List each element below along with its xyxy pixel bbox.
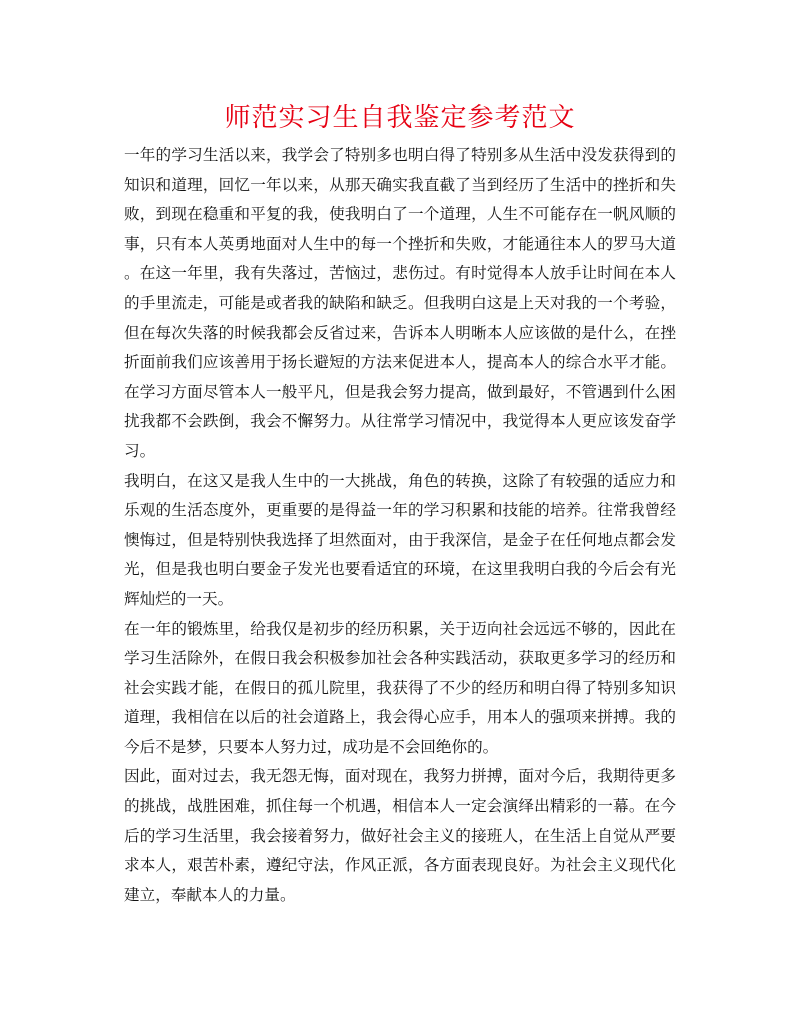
paragraph-1: 一年的学习生活以来，我学会了特别多也明白得了特别多从生活中没发获得到的知识和道理，回忆一年以来，从那天确实我直截了当到经历了生活中的挫折和失败，到现在稳重和平复的我，使我明白了一个道理，人生不可能存在一帆风顺的事，只有本人英勇地面对人生中的每一个挫折和失败，才能通往本人的罗马大道。在这一年里，我有失落过，苦恼过，悲伤过。有时觉得本人放手让时间在本人的手里流走，可能是或者我的缺陷和缺乏。但我明白这是上天对我的一个考验，但在每次失落的时候我都会反省过来，告诉本人明晰本人应该做的是什么，在挫折面前我们应该善用于扬长避短的方法来促进本人，提高本人的综合水平才能。在学习方面尽管本人一般平凡，但是我会努力提高，做到最好，不管遇到什么困扰我都不会跌倒，我会不懈努力。从往常学习情况中，我觉得本人更应该发奋学习。 [124,146,676,460]
document-body [124,141,676,910]
paragraph-2: 我明白，在这又是我人生中的一大挑战，角色的转换，这除了有较强的适应力和乐观的生活态度外，更重要的是得益一年的学习积累和技能的培养。往常我曾经懊悔过，但是特别快我选择了坦然面对，由于我深信，是金子在任何地点都会发光，但是我也明白要金子发光也要看适宜的环境，在这里我明白我的今后会有光辉灿烂的一天。 [124,471,676,608]
paragraph-3: 在一年的锻炼里，给我仅是初步的经历积累，关于迈向社会远远不够的，因此在学习生活除外，在假日我会积极参加社会各种实践活动，获取更多学习的经历和社会实践才能，在假日的孤儿院里，我获得了不少的经历和明白得了特别多知识道理，我相信在以后的社会道路上，我会得心应手，用本人的强项来拼搏。我的今后不是梦，只要本人努力过，成功是不会回绝你的。 [124,619,676,756]
document-title: 师范实习生自我鉴定参考范文 [224,103,576,133]
paragraph-4: 因此，面对过去，我无怨无悔，面对现在，我努力拼搏，面对今后，我期待更多的挑战，战胜困难，抓住每一个机遇，相信本人一定会演绎出精彩的一幕。在今后的学习生活里，我会接着努力，做好社会主义的接班人，在生活上自觉从严要求本人，艰苦朴素，遵纪守法，作风正派，各方面表现良好。为社会主义现代化建立，奉献本人的力量。 [124,767,676,904]
